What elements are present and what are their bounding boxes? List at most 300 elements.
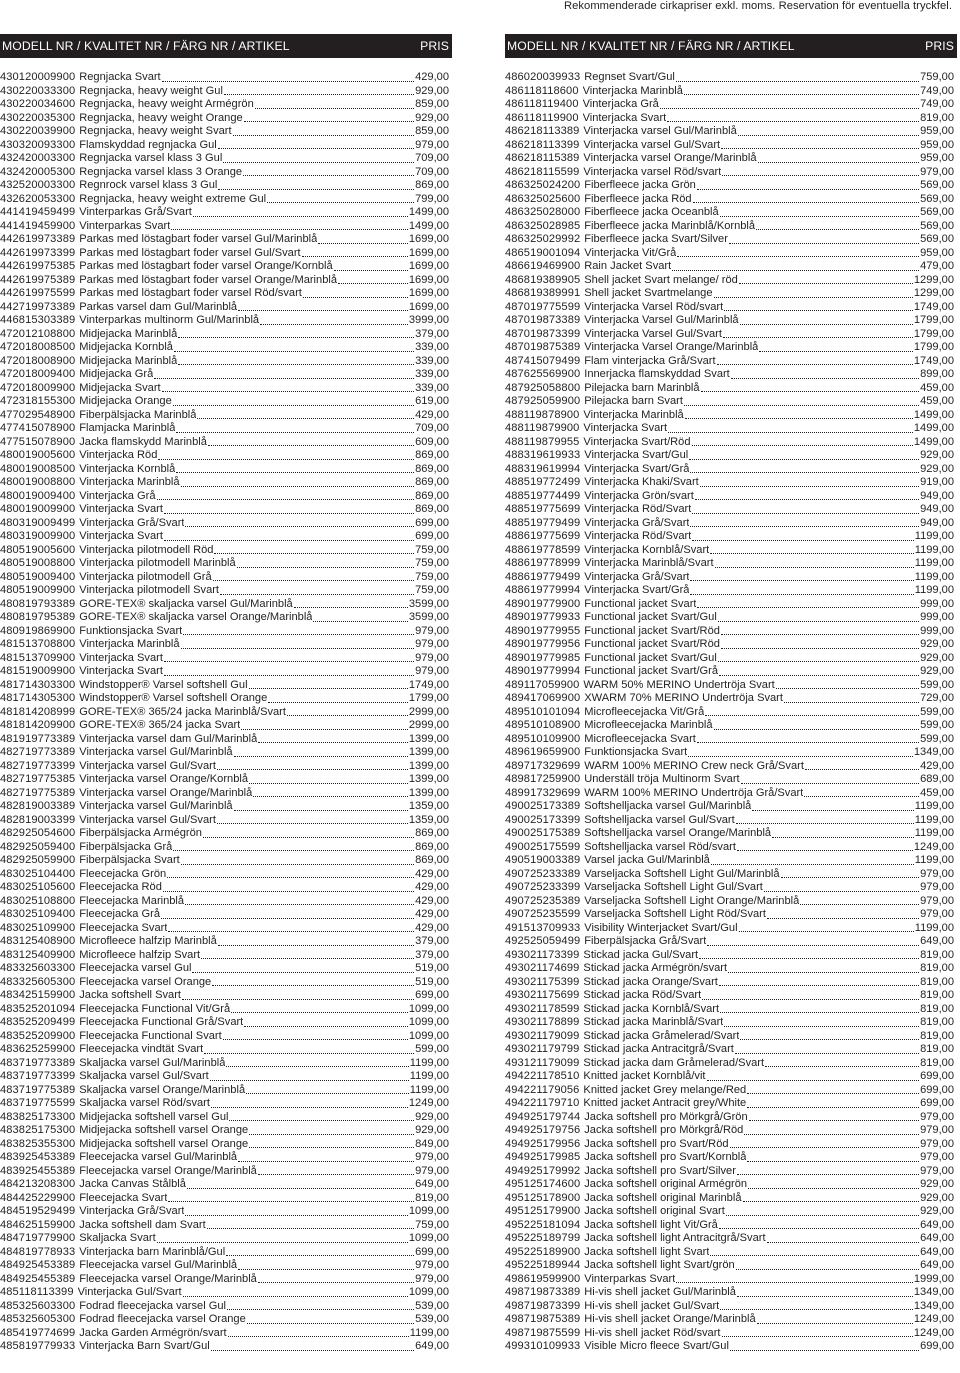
article-price: 459,00: [920, 395, 954, 407]
article-name: Fiberfleece jacka Svart/Silver: [584, 233, 728, 245]
article-price: 979,00: [415, 1164, 449, 1177]
article-name: Vinterjacka varsel Gul/Svart: [79, 759, 216, 772]
price-row: [0, 125, 452, 139]
article-number: 490025175599: [505, 840, 581, 853]
dot-leader: [717, 364, 913, 365]
article-number: 480519005600: [0, 543, 76, 556]
article-number: 432520003300: [0, 179, 76, 191]
article-number: 499310109933: [505, 1340, 581, 1352]
article-price: 709,00: [415, 165, 449, 178]
article-number: 490025175389: [505, 827, 581, 839]
article-price: 1499,00: [408, 206, 449, 218]
article-number: 480019009900: [0, 503, 76, 515]
price-row: [505, 868, 957, 882]
article-price: 2999,00: [408, 719, 449, 731]
price-row: [0, 1084, 452, 1098]
article-price: 1199,00: [409, 1083, 449, 1096]
price-row: [505, 1259, 957, 1273]
price-row: [0, 530, 452, 544]
article-name: Functional jacket Svart: [584, 597, 697, 610]
price-row: [505, 490, 957, 504]
dot-leader: [718, 661, 919, 662]
article-name: Fiberfleece jacka Grön: [584, 179, 696, 191]
article-price: 339,00: [415, 354, 449, 367]
article-number: 489510101094: [505, 705, 581, 718]
article-number: 480019008500: [0, 462, 76, 475]
article-price: 1799,00: [408, 692, 449, 704]
article-number: 489019779985: [505, 651, 581, 664]
price-row: [0, 1273, 452, 1287]
dot-leader: [246, 1093, 409, 1094]
price-row: [0, 1286, 452, 1300]
article-name: Microfleece halfzip Marinblå: [79, 935, 217, 947]
price-row: [0, 287, 452, 301]
article-price: 949,00: [920, 516, 954, 529]
article-price: 979,00: [415, 1151, 449, 1163]
price-row: [505, 166, 957, 180]
article-price: 729,00: [920, 692, 954, 704]
article-number: 472018009400: [0, 368, 76, 380]
article-price: 869,00: [415, 827, 449, 839]
price-row: [0, 1003, 452, 1017]
article-price: 979,00: [415, 1272, 449, 1285]
article-number: 490025173399: [505, 813, 581, 826]
article-number: 481714305300: [0, 692, 76, 704]
dot-leader: [318, 243, 408, 244]
article-price: 649,00: [920, 1245, 954, 1258]
article-name: Fleecejacka varsel Gul/Marinblå: [79, 1259, 238, 1271]
dot-leader: [805, 769, 919, 770]
dot-leader: [253, 796, 408, 797]
dot-leader: [781, 877, 920, 878]
article-number: 442619975389: [0, 273, 76, 286]
article-price: 819,00: [920, 1056, 954, 1069]
dot-leader: [719, 1228, 919, 1229]
article-name: Parkas med löstagbart foder varsel Orange/Kornblå: [79, 260, 333, 272]
article-price: 859,00: [415, 98, 449, 110]
article-price: 749,00: [920, 84, 954, 97]
article-name: Microfleecejacka Svart: [584, 732, 696, 745]
article-number: 494925179756: [505, 1124, 581, 1136]
dot-leader: [233, 135, 415, 136]
article-name: Flam vinterjacka Grå/Svart: [584, 354, 716, 367]
dot-leader: [217, 769, 408, 770]
article-number: 488619775699: [505, 530, 581, 542]
dot-leader: [739, 931, 914, 932]
article-price: 429,00: [415, 881, 449, 893]
article-price: 1299,00: [913, 273, 954, 286]
article-name: Fleecejacka varsel Orange: [79, 975, 212, 988]
dot-leader: [707, 1080, 920, 1081]
article-number: 489019779994: [505, 665, 581, 677]
article-number: 486218115389: [505, 152, 580, 164]
article-name: Vinterjacka barn Marinblå/Gul: [79, 1245, 226, 1258]
article-price: 819,00: [920, 1016, 954, 1028]
article-name: Fleecejacka varsel Orange/Marinblå: [79, 1164, 257, 1177]
article-number: 488619778599: [505, 543, 581, 556]
dot-leader: [334, 270, 408, 271]
article-number: 483925453389: [0, 1151, 76, 1163]
price-row: [505, 1300, 957, 1314]
dot-leader: [210, 1080, 409, 1081]
article-price: 979,00: [920, 1164, 954, 1177]
price-row: [505, 112, 957, 126]
article-name: Fiberpälsjacka Svart: [79, 854, 180, 866]
dot-leader: [685, 418, 913, 419]
price-row: [0, 949, 452, 963]
article-number: 482719775385: [0, 773, 76, 785]
article-number: 486218113399: [505, 138, 580, 151]
dot-leader: [313, 621, 407, 622]
article-number: 488619778999: [505, 557, 581, 569]
article-number: 495225189944: [505, 1259, 581, 1271]
article-name: Jacka Garden Armégrön/svart: [79, 1326, 227, 1339]
article-name: Midjejacka Kornblå: [79, 341, 173, 353]
price-row: [0, 463, 452, 477]
article-number: 482719773399: [0, 759, 76, 772]
article-price: 599,00: [920, 678, 954, 691]
article-name: Jacka softshell light Svart: [584, 1245, 710, 1258]
article-price: 1199,00: [409, 1056, 449, 1069]
price-row: [505, 517, 957, 531]
price-row: [0, 719, 452, 733]
article-number: 482819003399: [0, 813, 76, 826]
dot-leader: [692, 445, 913, 446]
dot-leader: [187, 1188, 414, 1189]
dot-leader: [735, 1053, 919, 1054]
dot-leader: [668, 432, 913, 433]
price-row: [505, 571, 957, 585]
article-name: Fleecejacka varsel Gul: [79, 962, 192, 974]
price-row: [0, 71, 452, 85]
dot-leader: [667, 121, 919, 122]
price-row: [0, 1111, 452, 1125]
article-name: Jacka softshell pro Svart/Röd: [584, 1137, 729, 1150]
article-price: 1299,00: [913, 287, 954, 299]
dot-leader: [249, 1147, 414, 1148]
price-row: [505, 692, 957, 706]
article-name: Jacka flamskydd Marinblå: [79, 435, 207, 448]
article-number: 481513709900: [0, 651, 76, 664]
dot-leader: [247, 1323, 414, 1324]
article-price: 819,00: [920, 975, 954, 988]
article-number: 494925179985: [505, 1151, 581, 1163]
article-price: 619,00: [415, 395, 449, 407]
price-row: [0, 841, 452, 855]
article-name: Vinterjacka Röd: [79, 449, 158, 461]
price-row: [0, 1327, 452, 1341]
article-number: 489117059900: [505, 678, 580, 691]
article-price: 699,00: [415, 530, 449, 542]
dot-leader: [174, 351, 414, 352]
article-number: 485118113399: [0, 1286, 74, 1298]
article-number: 484625159900: [0, 1218, 76, 1231]
article-number: 480519009900: [0, 584, 76, 596]
article-name: GORE-TEX® skaljacka varsel Gul/Marinblå: [79, 597, 293, 610]
dot-leader: [710, 1255, 919, 1256]
article-price: 1399,00: [408, 746, 449, 758]
article-name: Jacka Canvas Stålblå: [79, 1178, 186, 1190]
dot-leader: [689, 459, 919, 460]
article-name: Stickad jacka Röd/Svart: [583, 989, 702, 1001]
price-row: [0, 301, 452, 315]
price-row: [0, 611, 452, 625]
article-name: Vinterjacka Svart/Grå: [584, 584, 690, 596]
article-number: 495225189900: [505, 1245, 581, 1258]
article-name: Stickad jacka Gul/Svart: [583, 948, 699, 961]
article-price: 929,00: [415, 1124, 449, 1136]
price-row: [0, 395, 452, 409]
dot-leader: [730, 1147, 920, 1148]
price-row: [505, 611, 957, 625]
price-row: [505, 287, 957, 301]
article-name: Vinterjacka Marinblå/Svart: [584, 557, 714, 569]
article-name: Fleecejacka Grå: [79, 908, 161, 920]
article-price: 1399,00: [408, 786, 449, 799]
article-price: 1399,00: [408, 732, 449, 745]
article-name: Vinterjacka Svart/Gul: [584, 449, 689, 461]
article-number: 489817259900: [505, 773, 581, 785]
price-row: [0, 746, 452, 760]
article-number: 483719775389: [0, 1083, 76, 1096]
dot-leader: [776, 688, 919, 689]
dot-leader: [737, 1174, 919, 1175]
article-number: 493021173399: [505, 948, 580, 961]
article-number: 483125409900: [0, 948, 76, 961]
dot-leader: [192, 972, 414, 973]
dot-leader: [684, 405, 919, 406]
dot-leader: [223, 162, 414, 163]
price-row: [0, 854, 452, 868]
dot-leader: [267, 202, 414, 203]
price-row: [0, 868, 452, 882]
article-number: 482925059900: [0, 854, 76, 866]
price-rows-left: [0, 71, 452, 1354]
article-number: 442619975385: [0, 260, 76, 272]
dot-leader: [720, 1012, 919, 1013]
article-price: 819,00: [920, 1002, 954, 1015]
article-price: 1249,00: [408, 1097, 449, 1109]
price-row: [0, 989, 452, 1003]
article-name: Vinterjacka Marinblå: [79, 638, 180, 650]
article-name: Fleecejacka varsel Gul/Marinblå: [79, 1151, 238, 1163]
article-name: Varseljacka Softshell Light Gul/Svart: [584, 881, 763, 893]
price-row: [505, 1246, 957, 1260]
price-row: [0, 1124, 452, 1138]
article-price: 869,00: [415, 489, 449, 502]
dot-leader: [747, 1093, 919, 1094]
price-row: [505, 895, 957, 909]
article-name: Vinterjacka Varsel Röd/svart: [584, 300, 724, 313]
article-name: Vinterjacka Grå: [582, 98, 659, 110]
article-number: 493021178899: [505, 1016, 580, 1028]
article-name: Varsel jacka Gul/Marinblå: [584, 854, 710, 866]
article-number: 494925179956: [505, 1137, 581, 1150]
article-price: 759,00: [920, 71, 954, 83]
price-row: [0, 1070, 452, 1084]
article-name: Vinterjacka Röd/Svart: [584, 530, 692, 542]
dot-leader: [182, 999, 414, 1000]
price-row: [0, 1313, 452, 1327]
article-name: Vinterjacka Svart/Grå: [584, 462, 690, 475]
article-number: 481513708800: [0, 638, 76, 650]
article-price: 1399,00: [408, 759, 449, 772]
article-name: Fleecejacka Svart: [79, 921, 168, 934]
article-name: Skaljacka varsel Orange/Marinblå: [79, 1083, 246, 1096]
article-name: Vinterjacka pilotmodell Marinblå: [79, 557, 236, 569]
article-price: 459,00: [920, 786, 954, 799]
price-row: [505, 854, 957, 868]
article-name: Stickad jacka Gråmelerad/Svart: [583, 1029, 740, 1042]
article-number: 495125179900: [505, 1205, 581, 1217]
article-name: Jacka softshell Svart: [79, 989, 181, 1001]
dot-leader: [164, 540, 414, 541]
dot-leader: [226, 1255, 414, 1256]
article-name: Jacka softshell light Vit/Grå: [584, 1218, 718, 1231]
dot-leader: [714, 729, 920, 730]
price-row: [505, 301, 957, 315]
article-number: 487019873399: [505, 327, 581, 340]
article-name: Jacka softshell pro Mörkgrå/Grön: [584, 1110, 748, 1123]
dot-leader: [692, 513, 919, 514]
price-row: [505, 1030, 957, 1044]
article-number: 494925179744: [505, 1110, 581, 1123]
article-price: 979,00: [920, 1151, 954, 1163]
price-row: [0, 355, 452, 369]
article-price: 979,00: [920, 1124, 954, 1136]
price-row: [0, 652, 452, 666]
article-number: 486020039933: [505, 71, 581, 83]
article-number: 486819389905: [505, 273, 581, 286]
article-number: 484719779900: [0, 1232, 76, 1244]
article-number: 493021179799: [505, 1043, 580, 1055]
article-number: 482925059400: [0, 840, 76, 853]
article-number: 486218115599: [505, 165, 580, 178]
dot-leader: [764, 891, 919, 892]
article-price: 1249,00: [913, 1313, 954, 1325]
article-number: 480919869900: [0, 624, 76, 637]
article-price: 819,00: [920, 948, 954, 961]
article-number: 494925179992: [505, 1164, 581, 1177]
dot-leader: [672, 270, 919, 271]
article-price: 1099,00: [408, 1205, 449, 1217]
article-price: 759,00: [415, 557, 449, 569]
dot-leader: [699, 958, 919, 959]
article-name: Vinterjacka Grå/Svart: [79, 516, 185, 529]
dot-leader: [238, 1161, 414, 1162]
price-row: [505, 1097, 957, 1111]
article-number: 472018008900: [0, 354, 76, 367]
article-price: 869,00: [415, 503, 449, 515]
dot-leader: [715, 567, 914, 568]
article-name: Fleecejacka Grön: [79, 867, 167, 880]
article-name: Vinterjacka Marinblå: [582, 84, 683, 97]
article-price: 1249,00: [913, 1326, 954, 1339]
article-name: Varseljacka Softshell Light Gul/Marinblå: [584, 867, 780, 880]
article-name: Fodrad fleecejacka varsel Gul: [79, 1299, 227, 1312]
article-number: 498719873389: [505, 1286, 581, 1298]
article-number: 472318155300: [0, 395, 76, 407]
dot-leader: [238, 310, 408, 311]
dot-leader: [241, 729, 408, 730]
article-name: Parkas med löstagbart foder varsel Röd/svart: [79, 287, 302, 299]
price-row: [0, 638, 452, 652]
article-price: 999,00: [920, 597, 954, 610]
article-price: 1099,00: [408, 1029, 449, 1042]
article-number: 486118119400: [505, 98, 579, 110]
article-price: 339,00: [415, 368, 449, 380]
price-row: [0, 1192, 452, 1206]
price-row: [505, 706, 957, 720]
article-name: Jacka softshell original Marinblå: [584, 1191, 742, 1204]
dot-leader: [168, 931, 414, 932]
article-price: 1499,00: [913, 422, 954, 434]
price-row: [505, 328, 957, 342]
article-name: Windstopper® Varsel softshell Gul: [79, 678, 248, 691]
article-name: Vinterjacka varsel dam Gul/Marinblå: [79, 732, 258, 745]
dot-leader: [784, 702, 919, 703]
article-number: 442619973399: [0, 246, 76, 259]
article-number: 489019779933: [505, 611, 581, 623]
article-name: Midjejacka softshell varsel Orange: [79, 1124, 249, 1136]
article-price: 929,00: [415, 84, 449, 97]
article-number: 487925058800: [505, 381, 581, 394]
price-row: [0, 598, 452, 612]
article-price: 699,00: [415, 989, 449, 1001]
dot-leader: [738, 135, 919, 136]
article-price: 569,00: [920, 219, 954, 232]
article-number: 483025108800: [0, 894, 76, 907]
article-name: Vinterjacka Varsel Gul/Marinblå: [584, 314, 739, 326]
article-price: 699,00: [920, 1340, 954, 1352]
article-price: 859,00: [415, 125, 449, 137]
article-price: 849,00: [415, 1137, 449, 1150]
price-row: [0, 1030, 452, 1044]
dot-leader: [287, 715, 408, 716]
price-row: [0, 1151, 452, 1165]
article-price: 979,00: [920, 867, 954, 880]
article-number: 498719875599: [505, 1326, 581, 1339]
price-row: [505, 544, 957, 558]
article-price: 1099,00: [408, 1002, 449, 1015]
dot-leader: [258, 1174, 414, 1175]
price-row: [0, 1138, 452, 1152]
price-list-left: [0, 34, 452, 1354]
article-number: 432420003300: [0, 152, 76, 164]
article-price: 1499,00: [408, 219, 449, 232]
article-number: 484425229900: [0, 1191, 76, 1204]
article-price: 979,00: [920, 1110, 954, 1123]
article-number: 481814209900: [0, 719, 76, 731]
price-row: [0, 1165, 452, 1179]
article-price: 1349,00: [913, 746, 954, 758]
article-name: Functional jacket Svart/Grå: [584, 665, 719, 677]
article-number: 483625259900: [0, 1043, 76, 1055]
article-price: 1699,00: [408, 300, 449, 313]
price-row: [505, 679, 957, 693]
price-row: [0, 665, 452, 679]
article-price: 929,00: [415, 111, 449, 124]
article-price: 999,00: [920, 624, 954, 637]
article-name: Vinterjacka Svart: [79, 665, 163, 677]
dot-leader: [162, 391, 414, 392]
article-name: Fleecejacka Functional Grå/Svart: [79, 1016, 244, 1028]
article-number: 477515078900: [0, 435, 76, 448]
article-number: 483525209499: [0, 1016, 76, 1028]
dot-leader: [258, 1282, 414, 1283]
dot-leader: [203, 837, 414, 838]
price-row: [505, 584, 957, 598]
